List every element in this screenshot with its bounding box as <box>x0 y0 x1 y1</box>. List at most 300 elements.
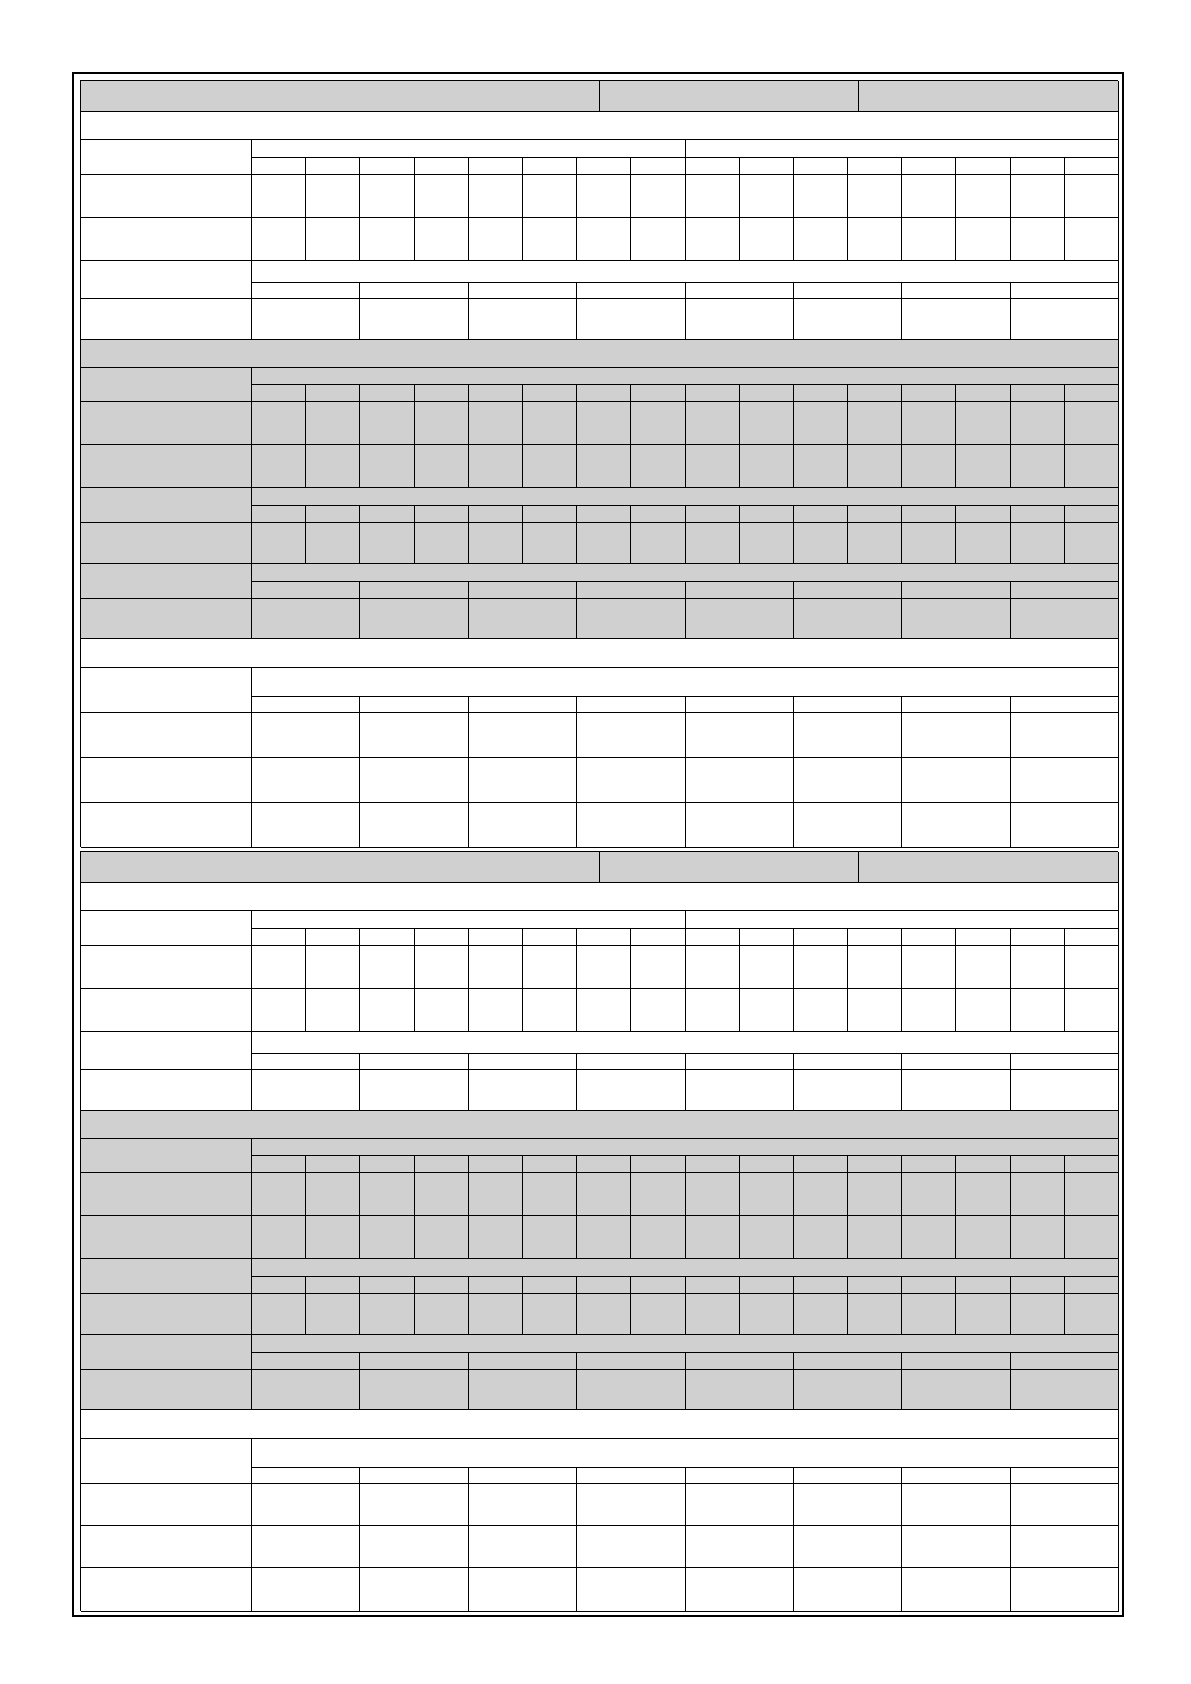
column-header-cell <box>469 1277 523 1294</box>
data-cell <box>794 175 848 218</box>
column-header-cell <box>252 158 306 175</box>
data-cell <box>956 946 1010 989</box>
column-header-cell <box>794 929 848 946</box>
data-cell <box>686 1216 740 1259</box>
column-header-cell <box>740 385 794 402</box>
column-header-cell <box>794 697 902 713</box>
column-header-cell <box>577 1468 685 1484</box>
data-cell <box>469 1216 523 1259</box>
column-header-cell <box>306 385 360 402</box>
data-cell <box>469 1370 577 1410</box>
column-header-cell <box>360 283 468 299</box>
column-header-cell <box>686 283 794 299</box>
column-header-cell <box>415 1277 469 1294</box>
row-label <box>81 1139 252 1173</box>
column-header-cell <box>1065 506 1119 523</box>
data-cell <box>686 758 794 803</box>
column-header-cell <box>469 506 523 523</box>
column-header-cell <box>415 158 469 175</box>
form-sheet <box>72 72 1124 1617</box>
data-cell <box>902 218 956 261</box>
column-header-cell <box>252 582 360 599</box>
data-cell <box>686 989 740 1032</box>
column-header-cell <box>1011 929 1065 946</box>
data-cell <box>1011 1216 1065 1259</box>
column-header-cell <box>252 929 306 946</box>
data-cell <box>469 946 523 989</box>
column-header-cell <box>902 283 1010 299</box>
column-header-cell <box>794 283 902 299</box>
data-cell <box>902 1370 1010 1410</box>
data-cell <box>415 523 469 564</box>
data-cell <box>306 1216 360 1259</box>
data-cell <box>740 402 794 445</box>
data-cell <box>577 1294 631 1335</box>
data-cell <box>469 402 523 445</box>
column-header-cell <box>740 158 794 175</box>
data-cell <box>577 1526 685 1568</box>
column-header-cell <box>1011 1468 1119 1484</box>
data-cell <box>740 1294 794 1335</box>
data-cell <box>686 523 740 564</box>
data-cell <box>1011 299 1119 340</box>
column-header-cell <box>577 158 631 175</box>
column-header-cell <box>469 1468 577 1484</box>
column-header-cell <box>252 1054 360 1070</box>
column-header-cell <box>848 158 902 175</box>
data-cell <box>469 218 523 261</box>
data-cell <box>902 1294 956 1335</box>
data-cell <box>848 175 902 218</box>
column-header-cell <box>577 1277 631 1294</box>
column-header-cell <box>1065 1156 1119 1173</box>
data-cell <box>252 402 306 445</box>
row-label <box>81 218 252 261</box>
row-label <box>81 564 252 599</box>
data-cell <box>1065 175 1119 218</box>
data-cell <box>1011 758 1119 803</box>
column-header-cell <box>360 1468 468 1484</box>
column-header-cell <box>686 1054 794 1070</box>
column-header-cell <box>794 158 848 175</box>
data-cell <box>523 1216 577 1259</box>
data-cell <box>469 1484 577 1526</box>
column-header-cell <box>306 1156 360 1173</box>
column-header-cell <box>577 582 685 599</box>
row-label <box>81 175 252 218</box>
data-cell <box>794 803 902 848</box>
data-cell <box>794 1370 902 1410</box>
data-cell <box>360 1070 468 1111</box>
data-cell <box>686 1173 740 1216</box>
row-label <box>81 1173 252 1216</box>
data-cell <box>577 803 685 848</box>
column-header-cell <box>523 1156 577 1173</box>
column-header-cell <box>252 697 360 713</box>
data-cell <box>902 803 1010 848</box>
data-cell <box>360 758 468 803</box>
data-cell <box>902 445 956 488</box>
data-cell <box>523 946 577 989</box>
column-header-cell <box>469 1054 577 1070</box>
row-label <box>81 758 252 803</box>
data-cell <box>360 1484 468 1526</box>
data-cell <box>631 1173 685 1216</box>
data-cell <box>631 218 685 261</box>
row-label <box>81 140 252 175</box>
data-cell <box>360 218 414 261</box>
data-cell <box>631 523 685 564</box>
data-cell <box>686 1070 794 1111</box>
data-cell <box>469 1568 577 1612</box>
data-cell <box>956 523 1010 564</box>
column-header-cell <box>740 506 794 523</box>
column-header-cell <box>794 1156 848 1173</box>
column-header-cell <box>686 929 740 946</box>
data-cell <box>469 989 523 1032</box>
data-cell <box>415 989 469 1032</box>
column-header-cell <box>848 1156 902 1173</box>
subsection-title-row <box>81 883 1119 911</box>
data-cell <box>848 1216 902 1259</box>
data-cell <box>956 1173 1010 1216</box>
data-cell <box>577 1568 685 1612</box>
column-header-cell <box>306 1277 360 1294</box>
data-cell <box>415 175 469 218</box>
data-cell <box>794 599 902 639</box>
data-cell <box>577 599 685 639</box>
span-header <box>252 1439 1119 1468</box>
data-cell <box>902 1070 1010 1111</box>
column-header-cell <box>902 506 956 523</box>
data-cell <box>469 299 577 340</box>
data-cell <box>794 989 848 1032</box>
column-header-cell <box>1011 1277 1065 1294</box>
column-header-cell <box>252 1156 306 1173</box>
span-header <box>252 1032 1119 1054</box>
data-cell <box>469 1173 523 1216</box>
data-cell <box>577 946 631 989</box>
data-cell <box>1011 523 1065 564</box>
column-header-cell <box>631 385 685 402</box>
column-header-cell <box>1011 697 1119 713</box>
row-label <box>81 1370 252 1410</box>
column-header-cell <box>577 506 631 523</box>
data-cell <box>360 402 414 445</box>
data-cell <box>1011 1070 1119 1111</box>
data-cell <box>794 713 902 758</box>
data-cell <box>1011 402 1065 445</box>
column-header-cell <box>794 385 848 402</box>
data-cell <box>740 175 794 218</box>
data-cell <box>1011 989 1065 1032</box>
column-header-cell <box>523 506 577 523</box>
data-cell <box>252 946 306 989</box>
row-label <box>81 445 252 488</box>
span-header <box>252 668 1119 697</box>
data-cell <box>1065 445 1119 488</box>
column-header-cell <box>1011 1054 1119 1070</box>
data-cell <box>469 599 577 639</box>
data-cell <box>1011 1484 1119 1526</box>
section-header-main <box>81 852 600 883</box>
data-cell <box>577 1216 631 1259</box>
group-header-left <box>252 911 686 929</box>
data-cell <box>956 445 1010 488</box>
row-label <box>81 261 252 299</box>
data-cell <box>956 989 1010 1032</box>
column-header-cell <box>956 1156 1010 1173</box>
data-cell <box>794 523 848 564</box>
column-header-cell <box>469 1353 577 1370</box>
data-cell <box>631 1216 685 1259</box>
column-header-cell <box>686 697 794 713</box>
row-label <box>81 1439 252 1484</box>
data-cell <box>577 1484 685 1526</box>
column-header-cell <box>360 1353 468 1370</box>
row-label <box>81 1526 252 1568</box>
section-header-mid <box>600 852 859 883</box>
data-cell <box>360 1526 468 1568</box>
data-cell <box>360 1568 468 1612</box>
data-cell <box>1065 218 1119 261</box>
data-cell <box>902 402 956 445</box>
column-header-cell <box>902 158 956 175</box>
column-header-cell <box>523 929 577 946</box>
data-cell <box>252 599 360 639</box>
data-cell <box>577 445 631 488</box>
data-cell <box>360 1370 468 1410</box>
data-cell <box>415 402 469 445</box>
column-header-cell <box>252 1353 360 1370</box>
column-header-cell <box>469 929 523 946</box>
data-cell <box>794 1070 902 1111</box>
data-cell <box>794 445 848 488</box>
column-header-cell <box>1011 385 1065 402</box>
data-cell <box>686 1370 794 1410</box>
column-header-cell <box>848 385 902 402</box>
data-cell <box>523 1294 577 1335</box>
row-label <box>81 946 252 989</box>
data-cell <box>631 175 685 218</box>
data-cell <box>1011 713 1119 758</box>
column-header-cell <box>1011 158 1065 175</box>
column-header-cell <box>956 158 1010 175</box>
data-cell <box>794 1526 902 1568</box>
span-header <box>252 1259 1119 1277</box>
column-header-cell <box>469 385 523 402</box>
data-cell <box>577 299 685 340</box>
data-cell <box>1065 989 1119 1032</box>
data-cell <box>631 445 685 488</box>
data-cell <box>1065 402 1119 445</box>
data-cell <box>956 1216 1010 1259</box>
data-cell <box>902 758 1010 803</box>
column-header-cell <box>1011 1353 1119 1370</box>
data-cell <box>360 989 414 1032</box>
data-cell <box>252 713 360 758</box>
column-header-cell <box>415 1156 469 1173</box>
row-label <box>81 713 252 758</box>
data-cell <box>740 445 794 488</box>
column-header-cell <box>794 1353 902 1370</box>
column-header-cell <box>1065 385 1119 402</box>
data-cell <box>902 175 956 218</box>
data-cell <box>686 402 740 445</box>
data-cell <box>631 946 685 989</box>
data-cell <box>1065 1216 1119 1259</box>
column-header-cell <box>686 158 740 175</box>
column-header-cell <box>902 582 1010 599</box>
column-header-cell <box>360 506 414 523</box>
subsection-title-row <box>81 639 1119 668</box>
data-cell <box>577 713 685 758</box>
data-cell <box>956 1294 1010 1335</box>
data-cell <box>848 1173 902 1216</box>
column-header-cell <box>848 929 902 946</box>
data-cell <box>415 1216 469 1259</box>
data-cell <box>686 299 794 340</box>
data-cell <box>740 1173 794 1216</box>
data-cell <box>577 989 631 1032</box>
data-cell <box>1065 523 1119 564</box>
section-header-main <box>81 81 600 112</box>
data-cell <box>252 1526 360 1568</box>
column-header-cell <box>902 1353 1010 1370</box>
column-header-cell <box>415 929 469 946</box>
column-header-cell <box>252 385 306 402</box>
column-header-cell <box>902 1156 956 1173</box>
data-cell <box>415 218 469 261</box>
data-cell <box>794 946 848 989</box>
data-cell <box>252 218 306 261</box>
data-cell <box>956 175 1010 218</box>
row-label <box>81 368 252 402</box>
data-cell <box>415 445 469 488</box>
form-section-2 <box>80 851 1118 1611</box>
subsection-title-row <box>81 112 1119 140</box>
data-cell <box>1065 1173 1119 1216</box>
column-header-cell <box>902 697 1010 713</box>
data-cell <box>360 175 414 218</box>
data-cell <box>252 803 360 848</box>
column-header-cell <box>1065 929 1119 946</box>
data-cell <box>794 1568 902 1612</box>
data-cell <box>469 1294 523 1335</box>
column-header-cell <box>686 1277 740 1294</box>
data-cell <box>902 1216 956 1259</box>
data-cell <box>252 989 306 1032</box>
column-header-cell <box>794 506 848 523</box>
column-header-cell <box>577 283 685 299</box>
row-label <box>81 1294 252 1335</box>
column-header-cell <box>1011 1156 1065 1173</box>
group-header-right <box>686 140 1120 158</box>
row-label <box>81 299 252 340</box>
data-cell <box>523 402 577 445</box>
data-cell <box>415 946 469 989</box>
data-cell <box>252 758 360 803</box>
column-header-cell <box>1011 506 1065 523</box>
column-header-cell <box>469 582 577 599</box>
row-label <box>81 1259 252 1294</box>
data-cell <box>902 1568 1010 1612</box>
data-cell <box>306 175 360 218</box>
data-cell <box>848 218 902 261</box>
data-cell <box>686 1526 794 1568</box>
data-cell <box>1011 1568 1119 1612</box>
span-header <box>252 564 1119 582</box>
column-header-cell <box>1011 283 1119 299</box>
data-cell <box>469 523 523 564</box>
data-cell <box>523 218 577 261</box>
data-cell <box>252 1216 306 1259</box>
data-cell <box>523 1173 577 1216</box>
data-cell <box>902 989 956 1032</box>
row-label <box>81 488 252 523</box>
data-cell <box>1011 1526 1119 1568</box>
data-cell <box>360 1173 414 1216</box>
section-header-mid <box>600 81 859 112</box>
data-cell <box>794 299 902 340</box>
data-cell <box>1011 175 1065 218</box>
data-cell <box>469 803 577 848</box>
data-cell <box>360 803 468 848</box>
column-header-cell <box>848 506 902 523</box>
column-header-cell <box>360 1054 468 1070</box>
data-cell <box>577 1173 631 1216</box>
column-header-cell <box>252 1468 360 1484</box>
column-header-cell <box>902 1468 1010 1484</box>
data-cell <box>686 803 794 848</box>
data-cell <box>1011 946 1065 989</box>
data-cell <box>956 218 1010 261</box>
column-header-cell <box>306 506 360 523</box>
column-header-cell <box>360 582 468 599</box>
data-cell <box>252 1173 306 1216</box>
data-cell <box>740 1216 794 1259</box>
span-header <box>252 261 1119 283</box>
row-label <box>81 668 252 713</box>
data-cell <box>252 1370 360 1410</box>
data-cell <box>631 402 685 445</box>
data-cell <box>902 299 1010 340</box>
data-cell <box>469 175 523 218</box>
data-cell <box>1011 803 1119 848</box>
column-header-cell <box>794 1054 902 1070</box>
column-header-cell <box>469 283 577 299</box>
shaded-band-title <box>81 1111 1119 1139</box>
column-header-cell <box>631 1156 685 1173</box>
column-header-cell <box>306 158 360 175</box>
data-cell <box>360 445 414 488</box>
column-header-cell <box>794 582 902 599</box>
column-header-cell <box>415 385 469 402</box>
data-cell <box>577 523 631 564</box>
form-section-1 <box>80 80 1118 847</box>
section-header-right <box>859 852 1119 883</box>
row-label <box>81 1216 252 1259</box>
section-header-right <box>859 81 1119 112</box>
data-cell <box>469 1526 577 1568</box>
column-header-cell <box>740 1156 794 1173</box>
data-cell <box>794 402 848 445</box>
subsection-title-row <box>81 1410 1119 1439</box>
column-header-cell <box>360 1277 414 1294</box>
column-header-cell <box>360 158 414 175</box>
column-header-cell <box>469 158 523 175</box>
span-header <box>252 1335 1119 1353</box>
